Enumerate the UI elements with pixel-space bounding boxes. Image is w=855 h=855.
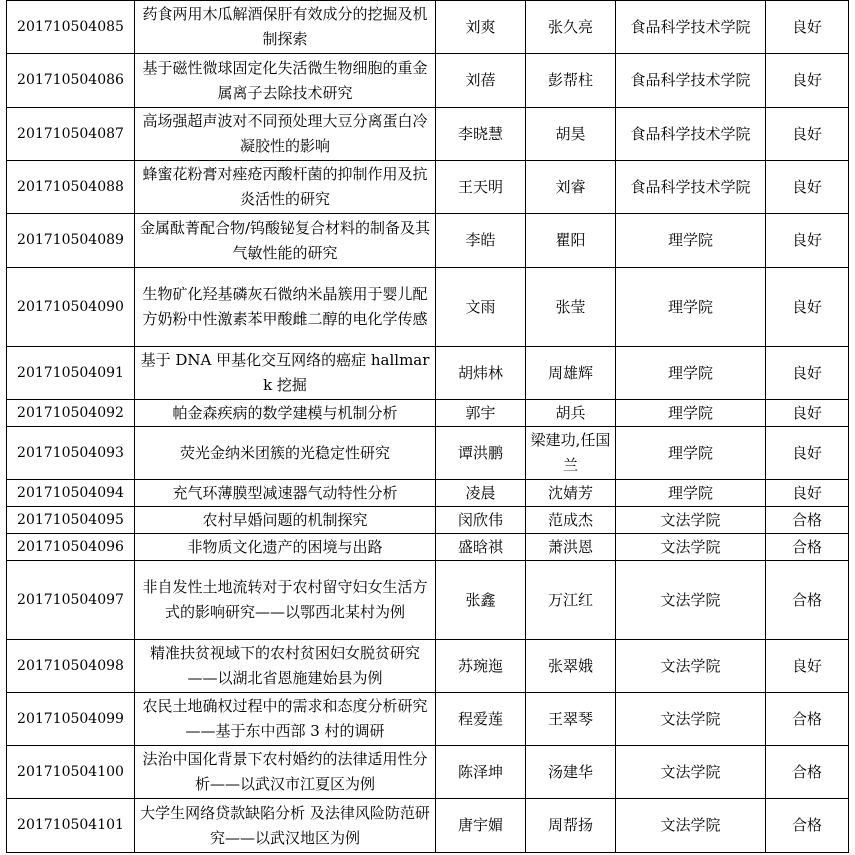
- project-title: 基于磁性微球固定化失活微生物细胞的重金属离子去除技术研究: [135, 54, 436, 108]
- table-row: [7, 799, 849, 853]
- student-name: 郭宇: [436, 400, 526, 427]
- grade: 合格: [766, 534, 849, 561]
- table-row: [7, 640, 849, 693]
- student-name: 陈泽坤: [436, 746, 526, 799]
- college-name: 文法学院: [616, 746, 766, 799]
- table-row: [7, 400, 849, 427]
- project-table-body: [7, 1, 849, 853]
- table-row: [7, 534, 849, 561]
- table-row: [7, 108, 849, 161]
- college-name: 食品科学技术学院: [616, 54, 766, 108]
- college-name: 文法学院: [616, 534, 766, 561]
- project-title: 高场强超声波对不同预处理大豆分离蛋白冷凝胶性的影响: [135, 108, 436, 161]
- project-id: 201710504095: [7, 507, 135, 534]
- project-title: 生物矿化羟基磷灰石微纳米晶簇用于婴儿配方奶粉中性激素苯甲酸雌二醇的电化学传感: [135, 268, 436, 347]
- grade: 良好: [766, 1, 849, 54]
- table-row: [7, 214, 849, 268]
- advisor-name: 胡昊: [526, 108, 616, 161]
- table-row: [7, 161, 849, 214]
- project-title: 农村早婚问题的机制探究: [135, 507, 436, 534]
- project-id: 201710504098: [7, 640, 135, 693]
- grade: 良好: [766, 400, 849, 427]
- student-name: 唐宇媚: [436, 799, 526, 853]
- project-id: 201710504085: [7, 1, 135, 54]
- student-name: 胡炜林: [436, 347, 526, 400]
- college-name: 理学院: [616, 214, 766, 268]
- table-row: [7, 480, 849, 507]
- grade: 良好: [766, 640, 849, 693]
- table-row: [7, 268, 849, 347]
- project-id: 201710504100: [7, 746, 135, 799]
- college-name: 食品科学技术学院: [616, 1, 766, 54]
- advisor-name: 万江红: [526, 561, 616, 640]
- college-name: 理学院: [616, 268, 766, 347]
- advisor-name: 汤建华: [526, 746, 616, 799]
- project-id: 201710504096: [7, 534, 135, 561]
- advisor-name: 沈婧芳: [526, 480, 616, 507]
- project-id: 201710504086: [7, 54, 135, 108]
- college-name: 文法学院: [616, 799, 766, 853]
- project-title: 农民土地确权过程中的需求和态度分析研究——基于东中西部 3 村的调研: [135, 693, 436, 746]
- project-id: 201710504101: [7, 799, 135, 853]
- college-name: 理学院: [616, 347, 766, 400]
- grade: 良好: [766, 161, 849, 214]
- table-row: [7, 693, 849, 746]
- grade: 合格: [766, 693, 849, 746]
- grade: 良好: [766, 268, 849, 347]
- advisor-name: 张翠娥: [526, 640, 616, 693]
- advisor-name: 周帮扬: [526, 799, 616, 853]
- advisor-name: 张久亮: [526, 1, 616, 54]
- project-id: 201710504097: [7, 561, 135, 640]
- college-name: 食品科学技术学院: [616, 108, 766, 161]
- project-title: 大学生网络贷款缺陷分析 及法律风险防范研究——以武汉地区为例: [135, 799, 436, 853]
- college-name: 食品科学技术学院: [616, 161, 766, 214]
- grade: 良好: [766, 347, 849, 400]
- college-name: 理学院: [616, 400, 766, 427]
- advisor-name: 瞿阳: [526, 214, 616, 268]
- grade: 合格: [766, 799, 849, 853]
- college-name: 理学院: [616, 480, 766, 507]
- advisor-name: 萧洪恩: [526, 534, 616, 561]
- project-title: 金属酞菁配合物/钨酸铋复合材料的制备及其气敏性能的研究: [135, 214, 436, 268]
- grade: 良好: [766, 214, 849, 268]
- student-name: 谭洪鹏: [436, 427, 526, 480]
- project-title: 充气环薄膜型减速器气动特性分析: [135, 480, 436, 507]
- college-name: 文法学院: [616, 561, 766, 640]
- table-row: [7, 1, 849, 54]
- table-row: [7, 347, 849, 400]
- project-title: 法治中国化背景下农村婚约的法律适用性分析——以武汉市江夏区为例: [135, 746, 436, 799]
- project-id: 201710504094: [7, 480, 135, 507]
- table-row: [7, 427, 849, 480]
- advisor-name: 范成杰: [526, 507, 616, 534]
- grade: 良好: [766, 480, 849, 507]
- project-id: 201710504087: [7, 108, 135, 161]
- project-id: 201710504099: [7, 693, 135, 746]
- college-name: 文法学院: [616, 640, 766, 693]
- college-name: 文法学院: [616, 693, 766, 746]
- student-name: 盛晗祺: [436, 534, 526, 561]
- project-id: 201710504089: [7, 214, 135, 268]
- table-row: [7, 561, 849, 640]
- student-name: 王天明: [436, 161, 526, 214]
- project-id: 201710504091: [7, 347, 135, 400]
- project-id: 201710504092: [7, 400, 135, 427]
- project-id: 201710504093: [7, 427, 135, 480]
- project-id: 201710504088: [7, 161, 135, 214]
- table-row: [7, 746, 849, 799]
- grade: 良好: [766, 427, 849, 480]
- project-title: 精准扶贫视域下的农村贫困妇女脱贫研究——以湖北省恩施建始县为例: [135, 640, 436, 693]
- student-name: 李皓: [436, 214, 526, 268]
- student-name: 刘蓓: [436, 54, 526, 108]
- student-name: 文雨: [436, 268, 526, 347]
- advisor-name: 彭帮柱: [526, 54, 616, 108]
- advisor-name: 周雄辉: [526, 347, 616, 400]
- grade: 良好: [766, 54, 849, 108]
- student-name: 张鑫: [436, 561, 526, 640]
- project-title: 药食两用木瓜解酒保肝有效成分的挖掘及机制探索: [135, 1, 436, 54]
- student-name: 李晓慧: [436, 108, 526, 161]
- project-title: 蜂蜜花粉膏对痤疮丙酸杆菌的抑制作用及抗炎活性的研究: [135, 161, 436, 214]
- project-table: [6, 0, 849, 853]
- college-name: 文法学院: [616, 507, 766, 534]
- grade: 合格: [766, 507, 849, 534]
- college-name: 理学院: [616, 427, 766, 480]
- grade: 合格: [766, 746, 849, 799]
- grade: 良好: [766, 108, 849, 161]
- project-id: 201710504090: [7, 268, 135, 347]
- project-title: 荧光金纳米团簇的光稳定性研究: [135, 427, 436, 480]
- project-title: 非物质文化遗产的困境与出路: [135, 534, 436, 561]
- advisor-name: 刘睿: [526, 161, 616, 214]
- grade: 合格: [766, 561, 849, 640]
- project-title: 帕金森疾病的数学建模与机制分析: [135, 400, 436, 427]
- table-row: [7, 507, 849, 534]
- advisor-name: 梁建功,任国兰: [526, 427, 616, 480]
- table-row: [7, 54, 849, 108]
- student-name: 凌晨: [436, 480, 526, 507]
- project-title: 非自发性土地流转对于农村留守妇女生活方式的影响研究——以鄂西北某村为例: [135, 561, 436, 640]
- student-name: 程爱莲: [436, 693, 526, 746]
- student-name: 刘爽: [436, 1, 526, 54]
- student-name: 闵欣伟: [436, 507, 526, 534]
- advisor-name: 王翠琴: [526, 693, 616, 746]
- advisor-name: 张莹: [526, 268, 616, 347]
- student-name: 苏琬迤: [436, 640, 526, 693]
- advisor-name: 胡兵: [526, 400, 616, 427]
- project-title: 基于 DNA 甲基化交互网络的癌症 hallmark 挖掘: [135, 347, 436, 400]
